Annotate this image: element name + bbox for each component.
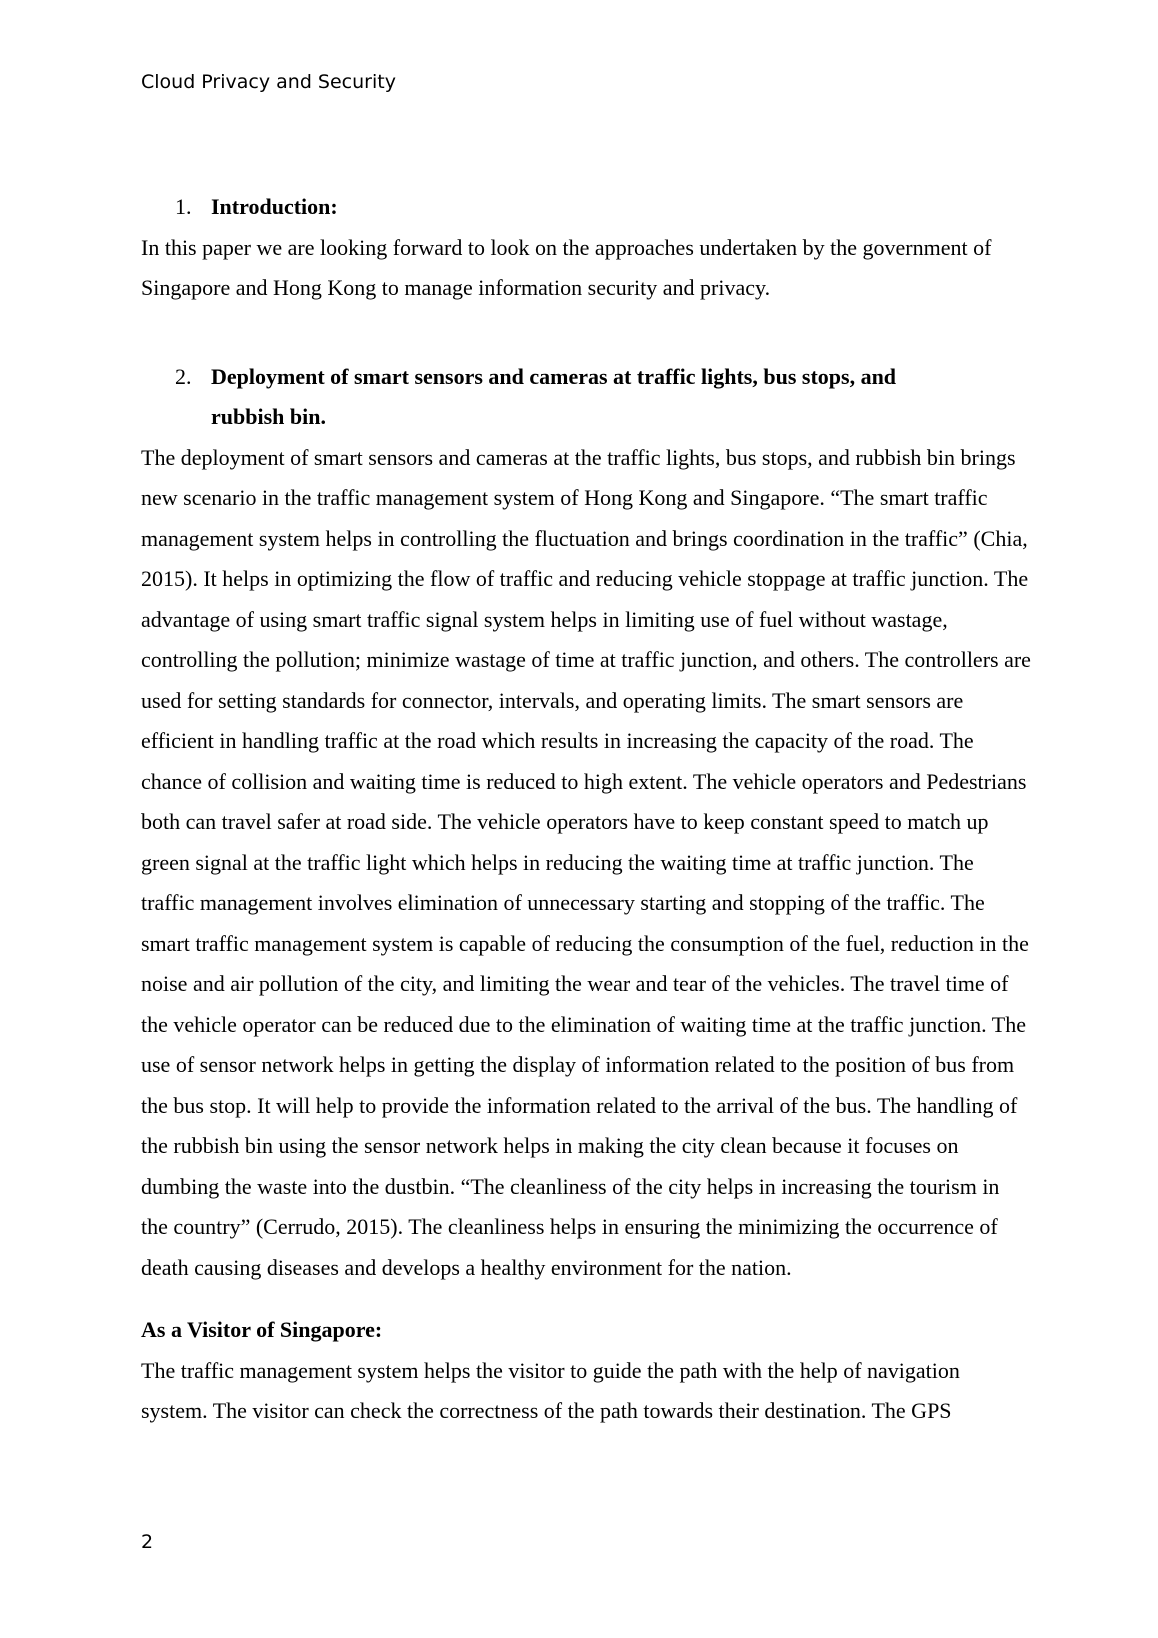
visitor-paragraph: The traffic management system helps the visitor to guide the path with the help of navigation system. The visitor can check the correctness of the path towards their destination. The GPS <box>141 1357 960 1423</box>
section-title: Deployment of smart sensors and cameras at traffic lights, bus stops, and rubbish bin. <box>211 363 897 429</box>
section-spacer <box>141 309 1031 357</box>
page-number: 2 <box>141 1531 154 1553</box>
deployment-paragraph: The deployment of smart sensors and cameras at the traffic lights, bus stops, and rubbish bin brings new scenario in the traffic management system of Hong Kong and Singapore. “The smart traffic management system helps in controlling the fluctuation and brings coordination in the traffic” (Chia, 2015). It helps in optimizing the flow of traffic and reducing vehicle stoppage at traffic junction. The advantage of using smart traffic signal system helps in limiting use of fuel without wastage, controlling the pollution; minimize wastage of time at traffic junction, and others. The controllers are used for setting standards for connector, intervals, and operating limits. The smart sensors are efficient in handling traffic at the road which results in increasing the capacity of the road. The chance of collision and waiting time is reduced to high extent. The vehicle operators and Pedestrians both can travel safer at road side. The vehicle operators have to keep constant speed to match up green signal at the traffic light which helps in reducing the waiting time at traffic junction. The traffic management involves elimination of unnecessary starting and stopping of the traffic. The smart traffic management system is capable of reducing the consumption of the fuel, reduction in the noise and air pollution of the city, and limiting the wear and tear of the vehicles. The travel time of the vehicle operator can be reduced due to the elimination of waiting time at the traffic junction. The use of sensor network helps in getting the display of information related to the position of bus from the bus stop. It will help to provide the information related to the arrival of the bus. The handling of the rubbish bin using the sensor network helps in making the city clean because it focuses on dumbing the waste into the dustbin. “The cleanliness of the city helps in increasing the tourism in the country” (Cerrudo, 2015). The cleanliness helps in ensuring the minimizing the occurrence of death causing diseases and develops a healthy environment for the nation. <box>141 444 1031 1280</box>
section-heading-deployment <box>141 357 1031 438</box>
introduction-paragraph: In this paper we are looking forward to look on the approaches undertaken by the government of Singapore and Hong Kong to manage information security and privacy. <box>141 234 992 300</box>
section-number: 2. <box>175 363 192 389</box>
subsection-heading: As a Visitor of Singapore: <box>141 1317 383 1342</box>
section-number: 1. <box>175 194 192 219</box>
section-heading-introduction <box>141 187 1031 228</box>
document-body <box>141 187 1031 1432</box>
section-spacer <box>141 1288 1031 1310</box>
running-header: Cloud Privacy and Security <box>141 71 396 93</box>
section-title: Introduction: <box>211 194 338 219</box>
